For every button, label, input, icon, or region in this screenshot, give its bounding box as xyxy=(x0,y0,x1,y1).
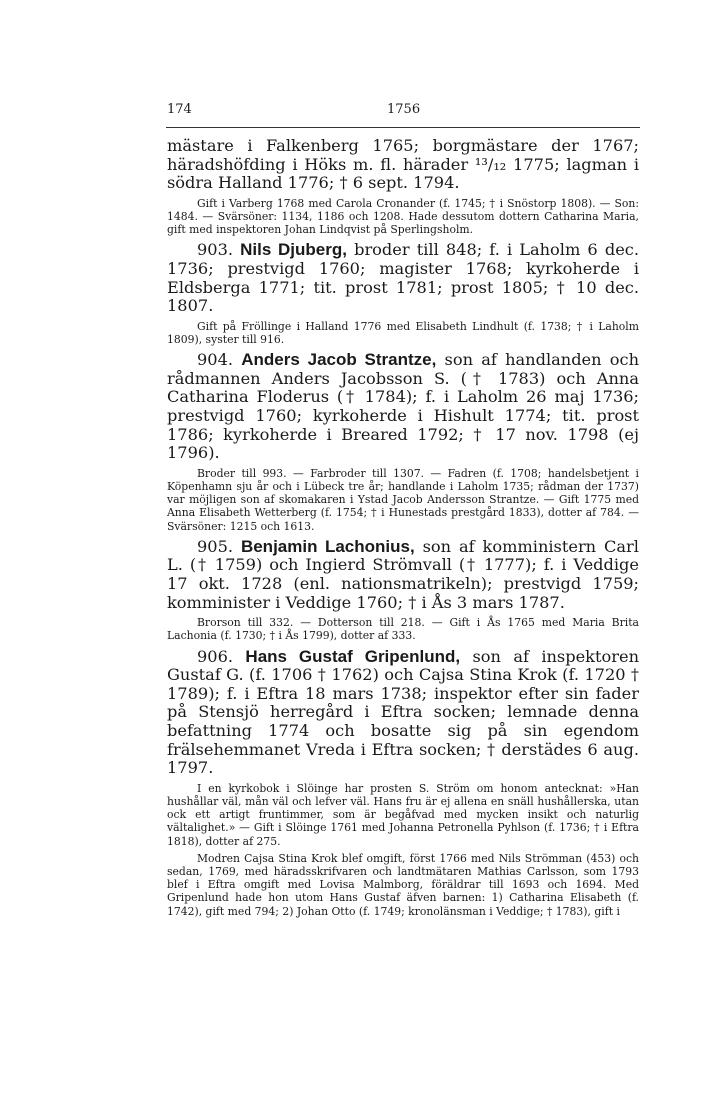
entry-name: Nils Djuberg, xyxy=(240,240,347,260)
entry-number: 904. xyxy=(197,350,234,370)
page-header xyxy=(143,102,640,124)
entry-note: Broder till 993. — Farbroder till 1307. — Fadren (f. 1708; handelsbetjent i Köpenhamn sju år och i Lübeck tre år; handlande i Laholm 1735; rådman der 1737) var möjligen son af skomakaren i Ystad Jacob Andersson Strantze. — Gift 1775 med Anna Elisabeth Wetterberg (f. 1754; † i Hunestads prestgård 1833), dotter af 784. — Svärsöner: 1215 och 1613. xyxy=(167,466,639,533)
page-body xyxy=(167,137,639,918)
entry-number: 906. xyxy=(197,646,234,666)
entry-text: son af komministern Carl L. († 1759) och Ingierd Strömvall († 1777); f. i Veddige 17 okt. 1728 (enl. nationsmatrikeln); prestvigd 1759; komminister i Veddige 1760; † i Ås 3 mars 1787. xyxy=(167,536,639,612)
entry-905 xyxy=(167,538,639,612)
entry-note: I en kyrkobok i Slöinge har prosten S. Ström om honom antecknat: »Han hushållar väl, mån väl och lefver väl. Hans fru är ej allena en snäll hushållerska, utan ock ett artigt fruntimmer, som är begåfvad med mycken insikt och naturlig vältalighet.» — Gift i Slöinge 1761 med Johanna Petronella Pyhlson (f. 1736; † i Eftra 1818), dotter af 275. xyxy=(167,781,639,848)
entry-text: broder till 848; f. i Laholm 6 dec. 1736; prestvigd 1760; magister 1768; kyrkoherde i Eldsberga 1771; tit. prost 1781; prost 1805; † 10 dec. 1807. xyxy=(167,240,639,316)
entry-number: 903. xyxy=(197,240,234,260)
entry-name: Benjamin Lachonius, xyxy=(240,536,415,556)
entry-note: Gift på Fröllinge i Halland 1776 med Elisabeth Lindhult (f. 1738; † i Laholm 1809), syster till 916. xyxy=(167,319,639,346)
running-year: 1756 xyxy=(387,102,421,117)
entry-note: Modren Cajsa Stina Krok blef omgift, först 1766 med Nils Strömman (453) och sedan, 1769, med häradsskrifvaren och landtmätaren Mathias Carlsson, som 1793 blef i Eftra omgift med Lovisa Malmborg, föräldrar till 1693 och 1694. Med Gripenlund hade hon utom Hans Gustaf äfven barnen: 1) Catharina Elisabeth (f. 1742), gift med 794; 2) Johan Otto (f. 1749; kronolänsman i Veddige; † 1783), gift i xyxy=(167,851,639,918)
page-number: 174 xyxy=(167,102,192,117)
entry-text: son af inspektoren Gustaf G. (f. 1706 † 1762) och Cajsa Stina Krok (f. 1720 † 1789); f. i Eftra 18 mars 1738; inspektor efter sin fader på Stensjö herregård i Eftra socken; lemnade denna befattning 1774 och bosatte sig på sin egendom frälsehemmanet Vreda i Eftra socken; † derstädes 6 aug. 1797. xyxy=(167,646,639,778)
entry-continuation-text: mästare i Falkenberg 1765; borgmästare der 1767; häradshöfding i Höks m. fl. härader ¹³/₁₂ 1775; lagman i södra Halland 1776; † 6 sept. 1794. xyxy=(167,136,639,193)
header-rule xyxy=(166,127,640,128)
entry-903 xyxy=(167,241,639,315)
book-page xyxy=(143,102,640,918)
entry-number: 905. xyxy=(197,536,234,556)
entry-text: son af handlanden och rådmannen Anders Jacobsson S. († 1783) och Anna Catharina Floderus († 1784); f. i Laholm 26 maj 1736; prestvigd 1760; kyrkoherde i Hishult 1774; tit. prost 1786; kyrkoherde i Breared 1792; † 17 nov. 1798 (ej 1796). xyxy=(167,350,639,463)
entry-name: Anders Jacob Strantze, xyxy=(241,350,437,370)
entry-904 xyxy=(167,351,639,463)
entry-name: Hans Gustaf Gripenlund, xyxy=(245,646,461,666)
entry-906 xyxy=(167,648,639,778)
entry-note: Gift i Varberg 1768 med Carola Cronander (f. 1745; † i Snöstorp 1808). — Son: 1484. — Svärsöner: 1134, 1186 och 1208. Hade dessutom dottern Catharina Maria, gift med inspektoren Johan Lindqvist på Sperlingsholm. xyxy=(167,196,639,237)
entry-note: Brorson till 332. — Dotterson till 218. — Gift i Ås 1765 med Maria Brita Lachonia (f. 1730; † i Ås 1799), dotter af 333. xyxy=(167,616,639,643)
